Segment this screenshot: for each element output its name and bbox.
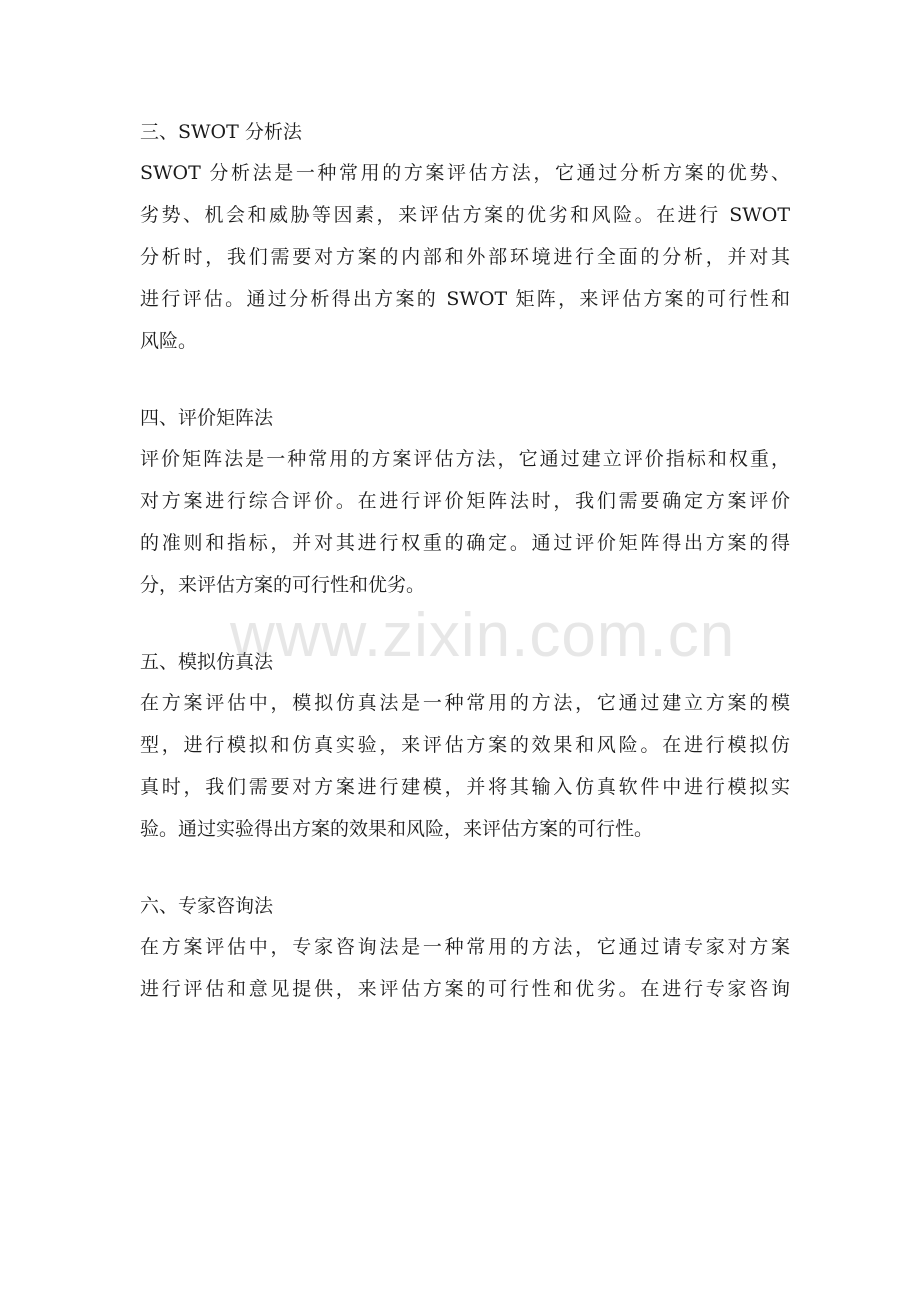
section-paragraph xyxy=(140,152,790,362)
document-body xyxy=(140,112,790,1046)
paragraph-line: 评价矩阵法是一种常用的方案评估方法，它通过建立评价指标和权重， xyxy=(140,448,790,470)
paragraph-line: 风险。 xyxy=(140,330,198,352)
section-swot xyxy=(140,112,790,362)
section-paragraph xyxy=(140,682,790,850)
paragraph-line: 型，进行模拟和仿真实验，来评估方案的效果和风险。在进行模拟仿 xyxy=(140,734,790,756)
section-heading: 四、评价矩阵法 xyxy=(140,407,274,429)
section-heading: 三、SWOT 分析法 xyxy=(140,121,302,143)
paragraph-line: 劣势、机会和威胁等因素，来评估方案的优劣和风险。在进行 SWOT xyxy=(140,204,790,226)
paragraph-line: 的准则和指标，并对其进行权重的确定。通过评价矩阵得出方案的得 xyxy=(140,532,790,554)
paragraph-line: 进行评估和意见提供，来评估方案的可行性和优劣。在进行专家咨询 xyxy=(140,978,790,1000)
paragraph-line: 在方案评估中，专家咨询法是一种常用的方法，它通过请专家对方案 xyxy=(140,936,790,958)
watermark: www.zixin.com.cn xyxy=(230,601,736,670)
paragraph-line: 验。通过实验得出方案的效果和风险，来评估方案的可行性。 xyxy=(140,818,654,840)
section-evaluation-matrix xyxy=(140,398,790,606)
paragraph-line: SWOT 分析法是一种常用的方案评估方法，它通过分析方案的优势、 xyxy=(140,162,790,184)
paragraph-line: 进行评估。通过分析得出方案的 SWOT 矩阵，来评估方案的可行性和 xyxy=(140,288,790,310)
paragraph-line: 在方案评估中，模拟仿真法是一种常用的方法，它通过建立方案的模 xyxy=(140,692,790,714)
paragraph-line: 真时，我们需要对方案进行建模，并将其输入仿真软件中进行模拟实 xyxy=(140,776,790,798)
section-expert-consultation xyxy=(140,886,790,1010)
paragraph-line: 分，来评估方案的可行性和优劣。 xyxy=(140,574,426,596)
section-paragraph xyxy=(140,438,790,606)
section-heading: 五、模拟仿真法 xyxy=(140,651,274,673)
section-heading: 六、专家咨询法 xyxy=(140,895,274,917)
section-paragraph xyxy=(140,926,790,1010)
paragraph-line: 对方案进行综合评价。在进行评价矩阵法时，我们需要确定方案评价 xyxy=(140,490,790,512)
section-simulation xyxy=(140,642,790,850)
paragraph-line: 分析时，我们需要对方案的内部和外部环境进行全面的分析，并对其 xyxy=(140,246,790,268)
